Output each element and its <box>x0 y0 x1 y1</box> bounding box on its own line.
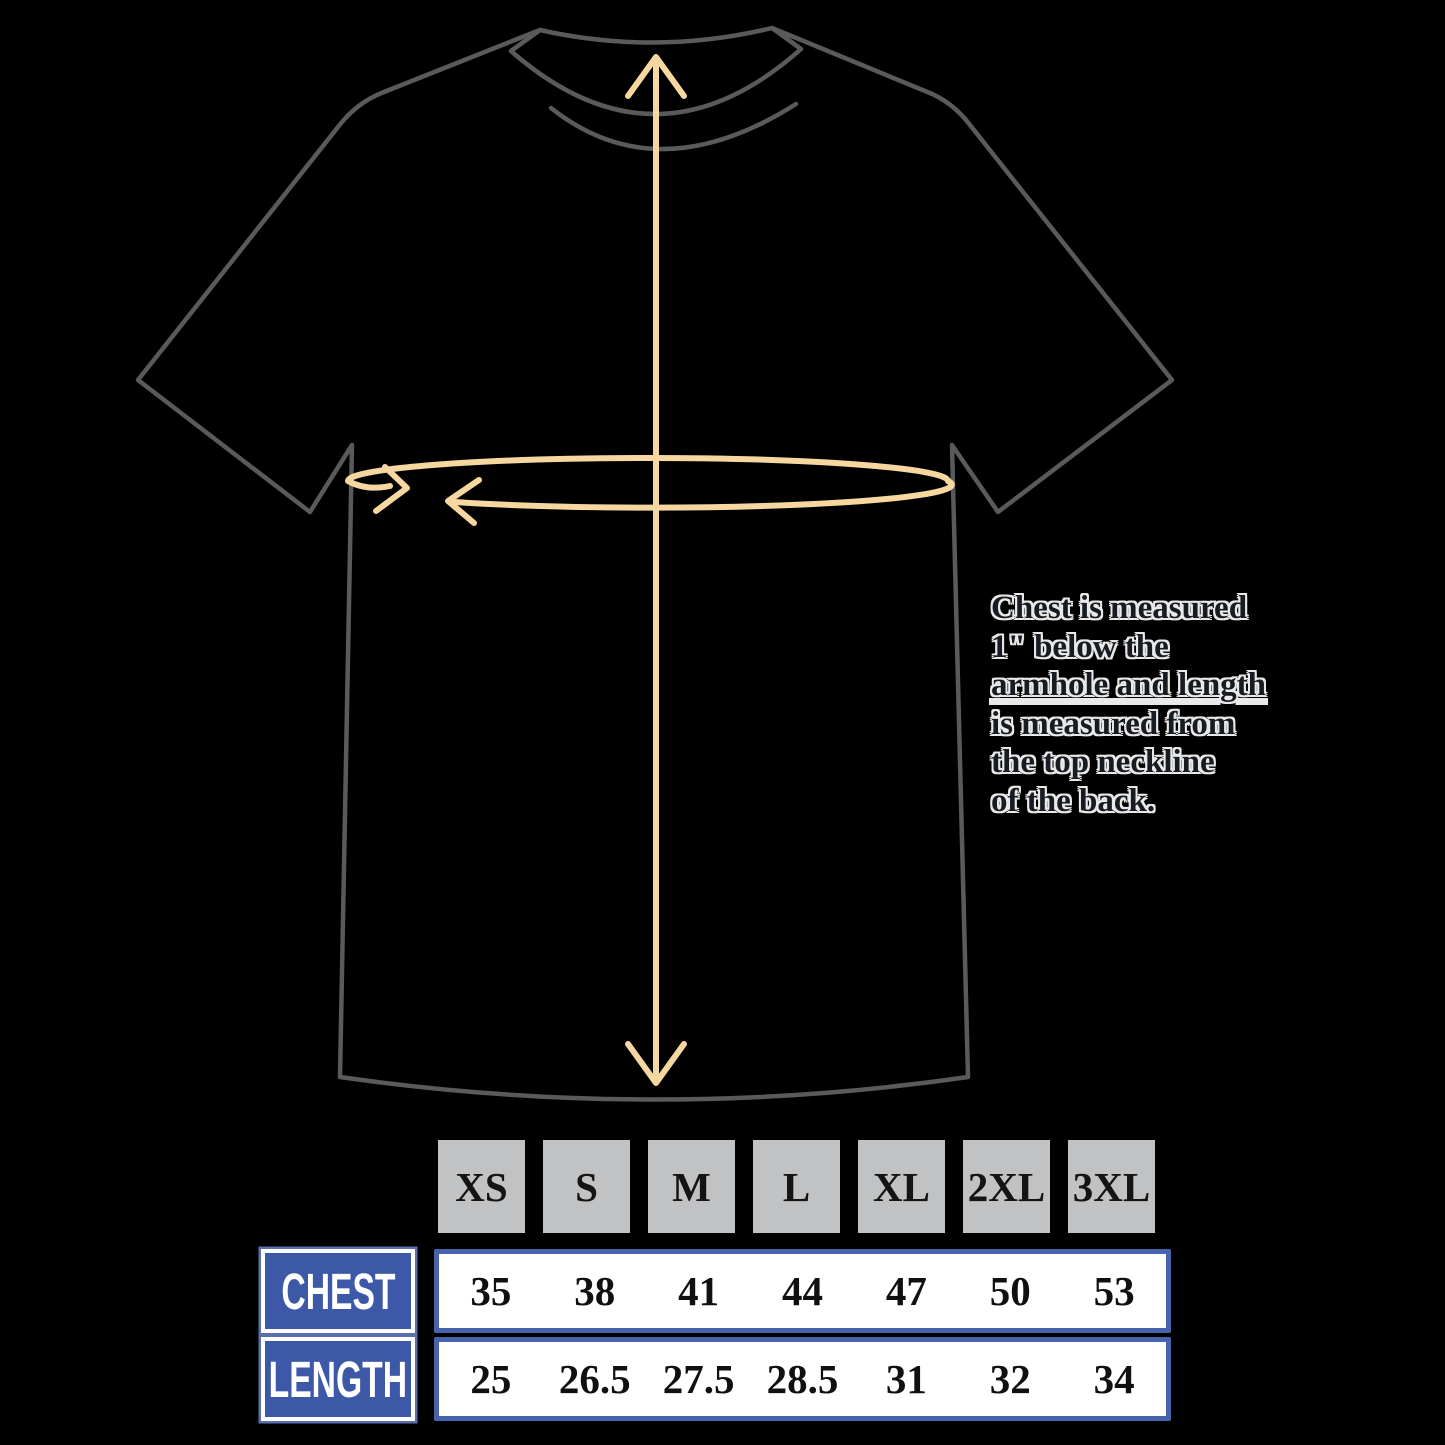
length-value-cell: 27.5 <box>662 1356 735 1402</box>
length-value-cell: 26.5 <box>558 1356 631 1402</box>
length-value-cell: 28.5 <box>766 1356 839 1402</box>
chest-value-cell: 35 <box>470 1268 512 1314</box>
length-value-cell: 34 <box>1093 1356 1135 1402</box>
size-box-3xl: 3XL <box>1068 1140 1155 1233</box>
note-line: of the back. <box>991 782 1156 819</box>
note-line: 1" below the <box>991 628 1169 665</box>
note-line: armhole and length <box>991 667 1267 703</box>
size-box-s: S <box>543 1140 630 1233</box>
chest-value-cell: 44 <box>781 1268 823 1314</box>
note-line: is measured from <box>991 705 1236 742</box>
chest-values-row <box>434 1249 1171 1333</box>
chest-value-cell: 50 <box>989 1268 1031 1314</box>
length-label-text: LENGTH <box>268 1350 408 1408</box>
chest-value-cell: 41 <box>678 1268 720 1314</box>
size-header-row <box>438 1140 1155 1233</box>
length-value-cell: 25 <box>470 1356 512 1402</box>
size-box-xl: XL <box>858 1140 945 1233</box>
length-arrow-icon <box>628 57 684 1083</box>
chest-value-cell: 47 <box>885 1268 927 1314</box>
length-value-cell: 32 <box>989 1356 1031 1402</box>
length-value-cell: 31 <box>885 1356 927 1402</box>
size-box-m: M <box>648 1140 735 1233</box>
length-row-label <box>261 1337 415 1421</box>
chest-value-cell: 38 <box>574 1268 616 1314</box>
size-box-xs: XS <box>438 1140 525 1233</box>
note-line: the top neckline <box>991 744 1215 780</box>
size-box-l: L <box>753 1140 840 1233</box>
note-line: Chest is measured <box>991 590 1248 626</box>
length-values-row <box>434 1337 1171 1421</box>
size-box-2xl: 2XL <box>963 1140 1050 1233</box>
chest-label-text: CHEST <box>280 1262 396 1320</box>
chest-arrow-icon <box>348 458 952 523</box>
chest-value-cell: 53 <box>1093 1268 1135 1314</box>
measurement-note <box>991 589 1331 820</box>
chest-row-label <box>261 1249 415 1333</box>
